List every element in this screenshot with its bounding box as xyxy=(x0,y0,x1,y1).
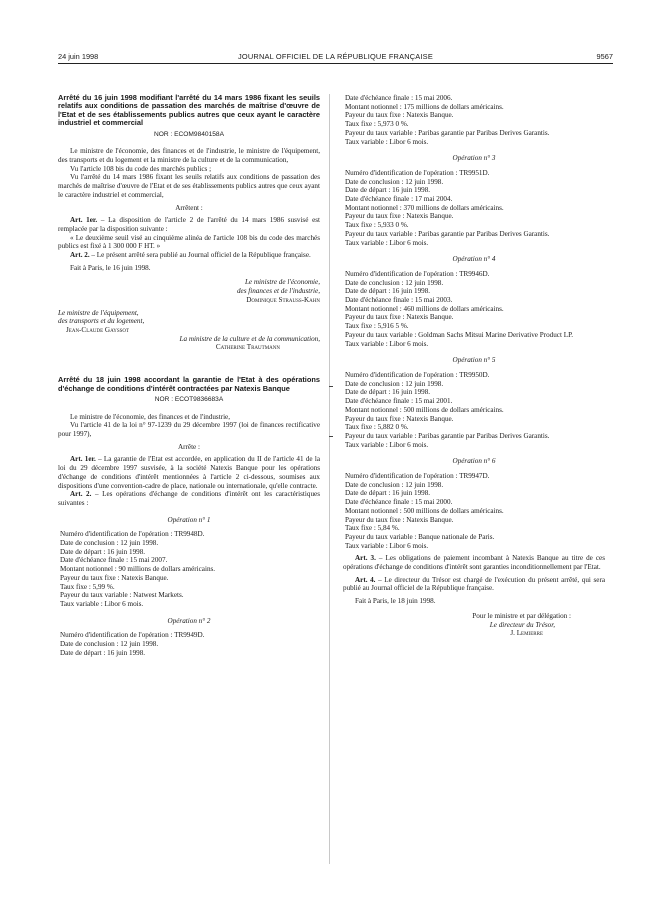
operation-line: Montant notionnel : 175 millions de dollars américains. xyxy=(345,102,504,111)
arrete1-title: Arrêté du 16 juin 1998 modifiant l'arrêté du 14 mars 1986 fixant les seuils relatifs aux conditions de passation des marchés de maîtrise d'œuvre de l'Etat et de ses établissements publics autres que ceux ayant le caractère industriel et commercial xyxy=(58,93,320,128)
operation-line: Payeur du taux fixe : Natexis Banque. xyxy=(60,573,169,582)
operation-line: Taux variable : Libor 6 mois. xyxy=(345,440,429,449)
arrete1-arretent: Arrêtent : xyxy=(175,203,203,212)
sig1-role-line2: des finances et de l'industrie, xyxy=(236,287,320,296)
operation-line: Payeur du taux variable : Banque nationale de Paris. xyxy=(345,532,495,541)
header-page-number: 9567 xyxy=(596,52,613,61)
operation-line: Payeur du taux fixe : Natexis Banque. xyxy=(345,313,454,322)
operation-line: Taux variable : Libor 6 mois. xyxy=(345,339,429,348)
article-text: – Le présent arrêté sera publié au Journal officiel de la République française. xyxy=(89,251,311,260)
operation-line: Numéro d'identification de l'opération : TR9946D. xyxy=(345,269,490,278)
column-divider xyxy=(329,94,330,864)
operation-line: Date de départ : 16 juin 1998. xyxy=(345,287,431,296)
operation-title: Opération n° 3 xyxy=(452,154,496,163)
arrete1-article-1-quote: « Le deuxième seuil visé au cinquième alinéa de l'article 108 bis du code des marchés publics est fixé à 1 300 000 F HT. » xyxy=(58,233,320,251)
operation-line: Taux variable : Libor 6 mois. xyxy=(345,137,429,146)
article-label: Art. 1er. xyxy=(70,216,98,225)
sig3-role: La ministre de la culture et de la communication, xyxy=(179,334,320,343)
operation-line: Taux fixe : 5,916 5 %. xyxy=(345,322,409,331)
arrete1-fait: Fait à Paris, le 16 juin 1998. xyxy=(70,263,151,272)
operation-line: Taux variable : Libor 6 mois. xyxy=(60,599,144,608)
operation-line: Taux fixe : 5,973 0 %. xyxy=(345,120,409,129)
operation-line: Date d'échéance finale : 17 mai 2004. xyxy=(345,195,453,204)
operation-line: Payeur du taux variable : Paribas garantie par Paribas Derives Garantis. xyxy=(345,229,550,238)
operation-line: Numéro d'identification de l'opération : TR9949D. xyxy=(60,631,205,640)
operation-line: Date de conclusion : 12 juin 1998. xyxy=(345,480,444,489)
article-label: Art. 2. xyxy=(70,251,90,260)
arrete1-article-2 xyxy=(58,251,320,260)
operation-line: Taux fixe : 5,933 0 %. xyxy=(345,221,409,230)
arrete2-article-4 xyxy=(343,576,605,593)
divider-mark xyxy=(329,436,333,437)
arrete2-sig-name: J. Lemierre xyxy=(510,629,543,638)
operation-line: Payeur du taux variable : Natwest Markets. xyxy=(60,591,184,600)
header-rule xyxy=(58,63,613,64)
operation-line: Date de conclusion : 12 juin 1998. xyxy=(60,640,159,649)
operation-title: Opération n° 5 xyxy=(452,356,496,365)
article-text: – La disposition de l'article 2 de l'arrêté du 14 mars 1986 susvisé est remplacée par la disposition suivante : xyxy=(58,216,320,233)
left-column xyxy=(58,94,320,657)
operation-line: Montant notionnel : 370 millions de dollars américains. xyxy=(345,203,504,212)
operation-line: Payeur du taux variable : Goldman Sachs Mitsui Marine Derivative Product LP. xyxy=(345,330,574,339)
arrete2-article-3 xyxy=(343,554,605,571)
arrete2-fait: Fait à Paris, le 18 juin 1998. xyxy=(355,597,436,606)
operation-line: Payeur du taux fixe : Natexis Banque. xyxy=(345,414,454,423)
operation-line: Date de conclusion : 12 juin 1998. xyxy=(345,177,444,186)
arrete2-article-2 xyxy=(58,490,320,507)
arrete1-article-1 xyxy=(58,216,320,233)
arrete2-title: Arrêté du 18 juin 1998 accordant la garantie de l'Etat à des opérations d'échange de conditions d'intérêt contractées par Natexis Banque xyxy=(58,375,320,393)
operation-line: Numéro d'identification de l'opération : TR9948D. xyxy=(60,530,205,539)
operation-line: Date d'échéance finale : 15 mai 2007. xyxy=(60,556,168,565)
operation-line: Payeur du taux fixe : Natexis Banque. xyxy=(345,212,454,221)
sig3-name: Catherine Trautmann xyxy=(215,343,280,352)
operation-line: Taux fixe : 5,99 %. xyxy=(60,582,115,591)
sig1-role-line1: Le ministre de l'économie, xyxy=(244,278,320,287)
operation-line: Montant notionnel : 500 millions de dollars américains. xyxy=(345,405,504,414)
arrete2-preamble: Le ministre de l'économie, des finances et de l'industrie, xyxy=(70,412,231,421)
operation-line: Payeur du taux variable : Paribas garantie par Paribas Derives Garantis. xyxy=(345,128,550,137)
arrete2-sig-line2: Le directeur du Trésor, xyxy=(489,620,555,629)
arrete2-sig-line1: Pour le ministre et par délégation : xyxy=(472,611,571,620)
operation-title: Opération n° 2 xyxy=(167,616,211,625)
operation-line: Date de départ : 16 juin 1998. xyxy=(60,648,146,657)
sig1-name: Dominique Strauss-Kahn xyxy=(246,295,320,304)
arrete2-arrete: Arrête : xyxy=(177,442,200,451)
operation-line: Taux fixe : 5,882 0 %. xyxy=(345,423,409,432)
operation-line: Montant notionnel : 500 millions de dollars américains. xyxy=(345,506,504,515)
operation-line: Payeur du taux variable : Paribas garantie par Paribas Derives Garantis. xyxy=(345,431,550,440)
right-column xyxy=(343,94,605,638)
arrete2-visa: Vu l'article 41 de la loi n° 97-1239 du 29 décembre 1997 (loi de finances rectificative pour 1997), xyxy=(58,421,320,439)
operation-line: Payeur du taux fixe : Natexis Banque. xyxy=(345,515,454,524)
arrete2-nor: NOR : ECOT9836683A xyxy=(154,395,224,403)
operation-line: Montant notionnel : 90 millions de dollars américains. xyxy=(60,565,216,574)
operation-title: Opération n° 6 xyxy=(452,457,496,466)
arrete1-visa-2: Vu l'arrêté du 14 mars 1986 fixant les seuils relatifs aux conditions de passation des marchés de maîtrise d'œuvre de l'Etat et de ses établissements publics autres que ceux ayant le caractère industriel et commercial, xyxy=(58,173,320,199)
operation-line: Date d'échéance finale : 15 mai 2001. xyxy=(345,397,453,406)
article-label: Art. 2. xyxy=(70,490,92,499)
operation-line: Date d'échéance finale : 15 mai 2003. xyxy=(345,296,453,305)
operation-line: Date d'échéance finale : 15 mai 2000. xyxy=(345,498,453,507)
article-text: – Les opérations d'échange de conditions d'intérêt ont les caractéristiques suivantes : xyxy=(58,490,320,507)
divider-mark xyxy=(329,386,333,387)
operation-line: Date d'échéance finale : 15 mai 2006. xyxy=(345,94,453,102)
operation-line: Date de conclusion : 12 juin 1998. xyxy=(345,379,444,388)
operation-line: Numéro d'identification de l'opération : TR9951D. xyxy=(345,168,490,177)
operation-title: Opération n° 1 xyxy=(167,515,211,524)
sig2-name: Jean-Claude Gayssot xyxy=(66,325,130,334)
arrete2-article-1 xyxy=(58,455,320,490)
arrete1-preamble: Le ministre de l'économie, des finances et de l'industrie, le ministre de l'équipement, des transports et du logement et la ministre de la culture et de la communication, xyxy=(58,147,320,165)
sig2-role-line2: des transports et du logement, xyxy=(58,317,145,326)
operation-line: Taux variable : Libor 6 mois. xyxy=(345,238,429,247)
operation-line: Montant notionnel : 460 millions de dollars américains. xyxy=(345,304,504,313)
operation-line: Date de conclusion : 12 juin 1998. xyxy=(345,278,444,287)
operation-line: Date de départ : 16 juin 1998. xyxy=(345,388,431,397)
article-label: Art. 1er. xyxy=(70,455,96,464)
article-label: Art. 3. xyxy=(355,554,376,563)
arrete1-visa-1: Vu l'article 108 bis du code des marchés publics ; xyxy=(70,164,212,173)
header-journal-title: JOURNAL OFFICIEL DE LA RÉPUBLIQUE FRANÇAISE xyxy=(238,52,433,61)
operation-line: Taux fixe : 5,84 %. xyxy=(345,524,400,533)
operation-line: Date de départ : 16 juin 1998. xyxy=(345,489,431,498)
operation-line: Numéro d'identification de l'opération : TR9950D. xyxy=(345,370,490,379)
operation-line: Payeur du taux fixe : Natexis Banque. xyxy=(345,111,454,120)
article-text: – Les obligations de paiement incombant à Natexis Banque au titre de ces opérations d'échange de conditions d'intérêt sont garanties inconditionnellement par l'Etat. xyxy=(343,554,605,572)
operation-line: Date de départ : 16 juin 1998. xyxy=(345,186,431,195)
operation-line: Date de conclusion : 12 juin 1998. xyxy=(60,539,159,548)
article-text: – La garantie de l'Etat est accordée, en application du II de l'article 41 de la loi du 29 décembre 1997 susvisée, à la société Natexis Banque pour les opérations d'échange de conditions d'intérêt mentionnées à l'article 2 ci-dessous, soumises aux dispositions d'une convention-cadre de place, nationale ou internationale, qu'elle contracte. xyxy=(58,455,320,490)
operation-title: Opération n° 4 xyxy=(452,255,496,264)
header-date: 24 juin 1998 xyxy=(58,52,99,61)
article-text: – Le directeur du Trésor est chargé de l'exécution du présent arrêté, qui sera publié au Journal officiel de la République française. xyxy=(343,575,605,593)
article-label: Art. 4. xyxy=(355,575,376,584)
operation-line: Taux variable : Libor 6 mois. xyxy=(345,541,429,550)
operation-line: Date de départ : 16 juin 1998. xyxy=(60,547,146,556)
arrete1-nor: NOR : ECOM9840158A xyxy=(154,130,224,138)
sig2-role-line1: Le ministre de l'équipement, xyxy=(58,308,139,317)
operation-line: Numéro d'identification de l'opération : TR9947D. xyxy=(345,472,490,481)
